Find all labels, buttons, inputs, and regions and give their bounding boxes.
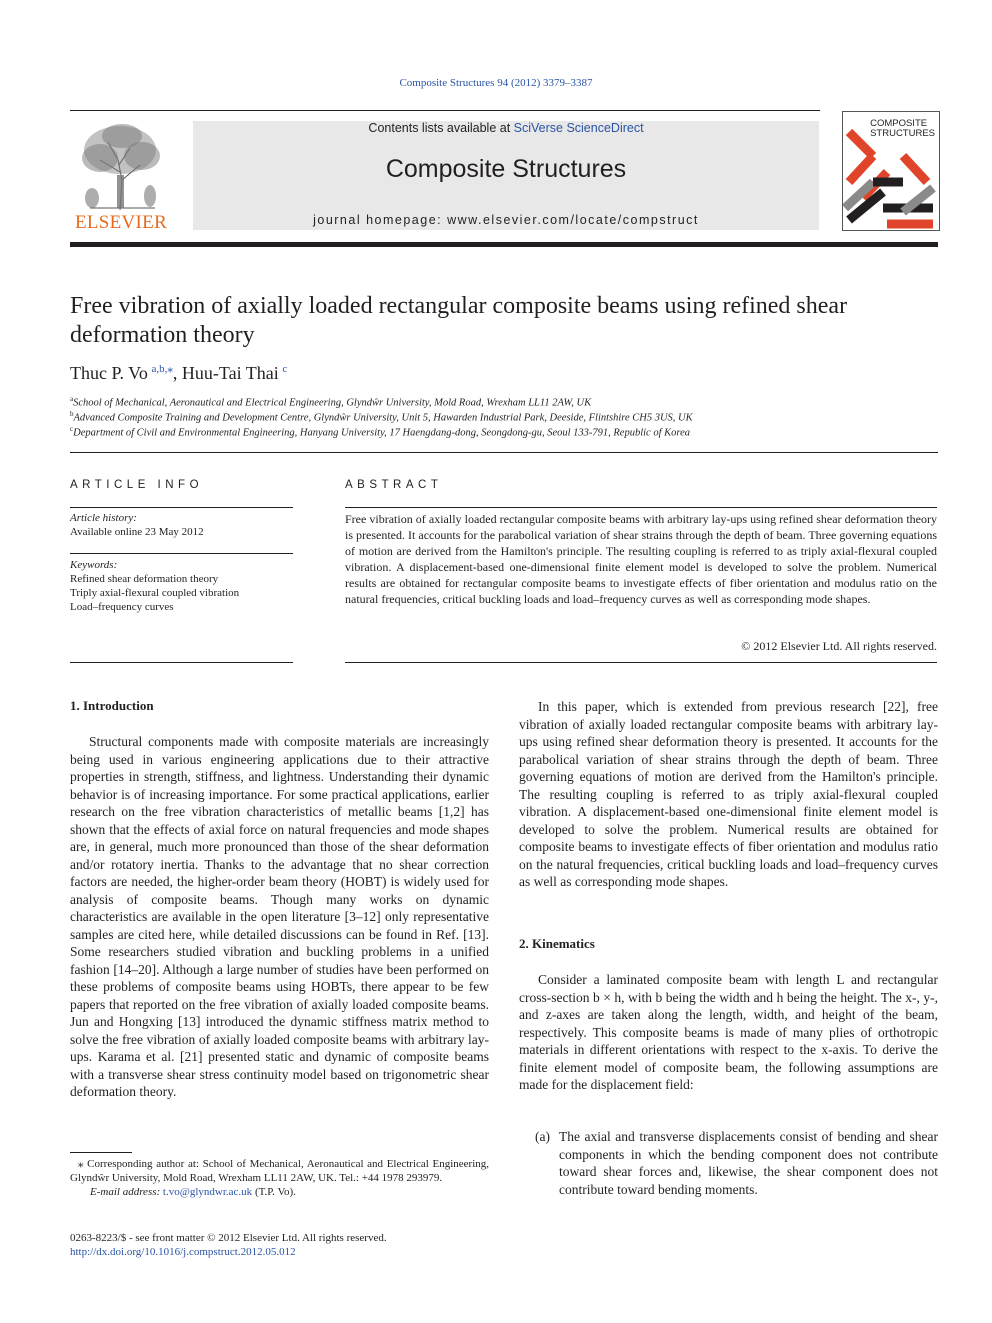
- affiliation-b: $^b$Advanced Composite Training and Development Centre, Glyndŵr University, Unit 5, Hawarden Industrial Park, Deeside, Flintshire CH5 3US, UK: [70, 410, 693, 424]
- assumption-item-a: [535, 1128, 938, 1198]
- introduction-body: [70, 733, 489, 1101]
- affiliation-a: $^a$School of Mechanical, Aeronautical and Electrical Engineering, Glyndŵr University, Mold Road, Wrexham LL11 2AW, UK: [70, 395, 592, 409]
- email-note: E-mail address: t.vo@glyndwr.ac.uk (T.P. Vo).: [90, 1186, 296, 1198]
- author-separator: ,: [172, 363, 182, 383]
- footnote: [70, 1157, 489, 1199]
- abstract-rule: [345, 507, 937, 508]
- keyword-item: Triply axial-flexural coupled vibration: [70, 587, 240, 599]
- journal-title: Composite Structures: [385, 155, 627, 183]
- article-history-label: Article history:: [70, 512, 137, 524]
- author-thai-affiliation-mark[interactable]: c: [282, 363, 288, 375]
- corresponding-author-note: ⁎ Corresponding author at: School of Mechanical, Aeronautical and Electrical Engineering, Glyndŵr University, Mold Road, Wrexham LL11 2AW, UK. Tel.: +44 1978 293979.: [70, 1158, 489, 1184]
- cover-title-line1: COMPOSITE: [870, 118, 928, 129]
- author-vo: Thuc P. Vo: [70, 363, 148, 383]
- section-heading-kinematics: 2. Kinematics: [519, 936, 595, 951]
- history-rule: [70, 553, 293, 554]
- author-vo-affiliation-marks[interactable]: a,b,⁎: [151, 363, 173, 375]
- contents-line: [193, 121, 819, 135]
- issn-block: [70, 1231, 387, 1259]
- cover-title: [870, 119, 935, 139]
- abstract-heading: ABSTRACT: [345, 479, 443, 491]
- affiliation-c: $^c$Department of Civil and Environmental Engineering, Hanyang University, 17 Haengdang-dong, Seongdong-gu, Seoul 133-791, Republic of Korea: [70, 425, 690, 439]
- journal-reference[interactable]: Composite Structures 94 (2012) 3379–3387: [399, 77, 593, 89]
- article-info-rule: [70, 507, 293, 508]
- email-link[interactable]: t.vo@glyndwr.ac.uk: [162, 1186, 253, 1198]
- kinematics-paragraph: Consider a laminated composite beam with length L and rectangular cross-section b × h, with b being the width and h being the height. The x-, y-, and z-axes are taken along the length, width, and height of the beam, respectively. This composite beams is made of many plies of orthotropic materials in different orientations with respect to the x-axis. To derive the finite element model of composite beam, the following assumptions are made for the displacement field:: [519, 972, 938, 1092]
- introduction-continuation: [519, 698, 938, 891]
- article-history: [70, 511, 293, 539]
- issn-line: 0263-8223/$ - see front matter © 2012 Elsevier Ltd. All rights reserved.: [70, 1232, 387, 1244]
- author-thai: Huu-Tai Thai: [181, 363, 279, 383]
- section-heading-introduction: 1. Introduction: [70, 698, 154, 713]
- keywords-block: [70, 558, 293, 614]
- doi-link[interactable]: http://dx.doi.org/10.1016/j.compstruct.2012.05.012: [70, 1246, 296, 1258]
- sciencedirect-link[interactable]: SciVerse ScienceDirect: [513, 121, 644, 135]
- affiliations-rule: [70, 452, 938, 453]
- footnote-rule: [70, 1152, 132, 1153]
- kinematics-body: [519, 971, 938, 1094]
- article-info-heading: ARTICLE INFO: [70, 479, 204, 491]
- abstract-bottom-rule: [345, 662, 937, 663]
- assumption-text: The axial and transverse displacements consist of bending and shear components in which the bending component does not contribute toward shear forces and, likewise, the shear component does not contribute toward bending moments.: [559, 1129, 938, 1197]
- header-thick-rule: [70, 242, 938, 247]
- introduction-paragraph: Structural components made with composite materials are increasingly being used in various engineering applications due to their attractive properties in strength, stiffness, and lightness. Understanding their dynamic behavior is of increasing importance. For some practical applications, earlier research on the free vibration characteristics of metallic beams [1,2] has shown that the effects of axial force on natural frequencies and mode shapes are, in general, much more pronounced than those of the shear deformation and/or rotatory inertia. Thanks to the advantage that no shear correction factors are needed, the higher-order beam theory (HOBT) is widely used for analysis of composite beams. Though many works on dynamic characteristics are available in the open literature [3–12] only representative samples are cited here, while detailed discussions can be found in Ref. [13]. Some researchers studied vibration and buckling problems in a unified fashion [14–20]. Although a large number of studies have been performed on these problems of composite beams using HOBTs, there appear to be few papers that reported on the free vibration of axially loaded composite beams. Jun and Hongxing [13] introduced the dynamic stiffness matrix method to solve the free vibration of axially loaded composite beams with arbitrary lay-ups. Karama et al. [21] presented static and dynamic of composite beams with a transverse shear stress continuity model based on trigonometric shear deformation theory.: [70, 734, 489, 1099]
- author-list: [70, 362, 287, 384]
- cover-title-line2: STRUCTURES: [870, 128, 935, 139]
- keywords-label: Keywords:: [70, 559, 118, 571]
- keyword-item: Load–frequency curves: [70, 601, 174, 613]
- article-title: Free vibration of axially loaded rectangular composite beams using refined shear deformation theory: [70, 293, 848, 348]
- abstract-copyright: © 2012 Elsevier Ltd. All rights reserved.: [741, 639, 937, 653]
- article-history-value: Available online 23 May 2012: [70, 526, 204, 538]
- assumption-label: (a): [535, 1129, 550, 1144]
- elsevier-wordmark: ELSEVIER: [74, 212, 168, 233]
- keyword-item: Refined shear deformation theory: [70, 573, 219, 585]
- abstract-text: Free vibration of axially loaded rectangular composite beams with arbitrary lay-ups using refined shear deformation theory is presented. It accounts for the parabolical variation of shear strains through the depth of beam. Three governing equations of motion are derived from the Hamilton's principle. The resulting coupling is referred to as triply axial-flexural coupled vibration. A displacement-based one-dimensional finite element model is developed to solve the problem. Numerical results are obtained for rectangular composite beams to investigate effects of fiber orientation and modulus ratio on the natural frequencies, critical buckling loads and load–frequency curves as well as corresponding mode shapes.: [345, 512, 937, 606]
- header-top-rule: [70, 110, 820, 111]
- introduction-paragraph: In this paper, which is extended from previous research [22], free vibration of axially loaded rectangular composite beams with arbitrary lay-ups using refined shear deformation theory is presented. It accounts for the parabolical variation of shear strains through the depth of beam. Three governing equations of motion are derived from the Hamilton's principle. The resulting coupling is referred to as triply axial-flexural coupled vibration. A displacement-based one-dimensional finite element model is developed to solve the problem. Numerical results are obtained for composite beams to investigate effects of fiber orientation and modulus ratio on the natural frequencies, critical buckling loads and load–frequency curves as well as corresponding mode shapes.: [519, 699, 938, 889]
- journal-cover: [842, 111, 940, 231]
- journal-homepage[interactable]: journal homepage: www.elsevier.com/locate/compstruct: [313, 213, 699, 227]
- elsevier-tree-icon: [70, 120, 172, 212]
- contents-prefix: Contents lists available at: [368, 121, 514, 135]
- article-info-bottom-rule: [70, 662, 293, 663]
